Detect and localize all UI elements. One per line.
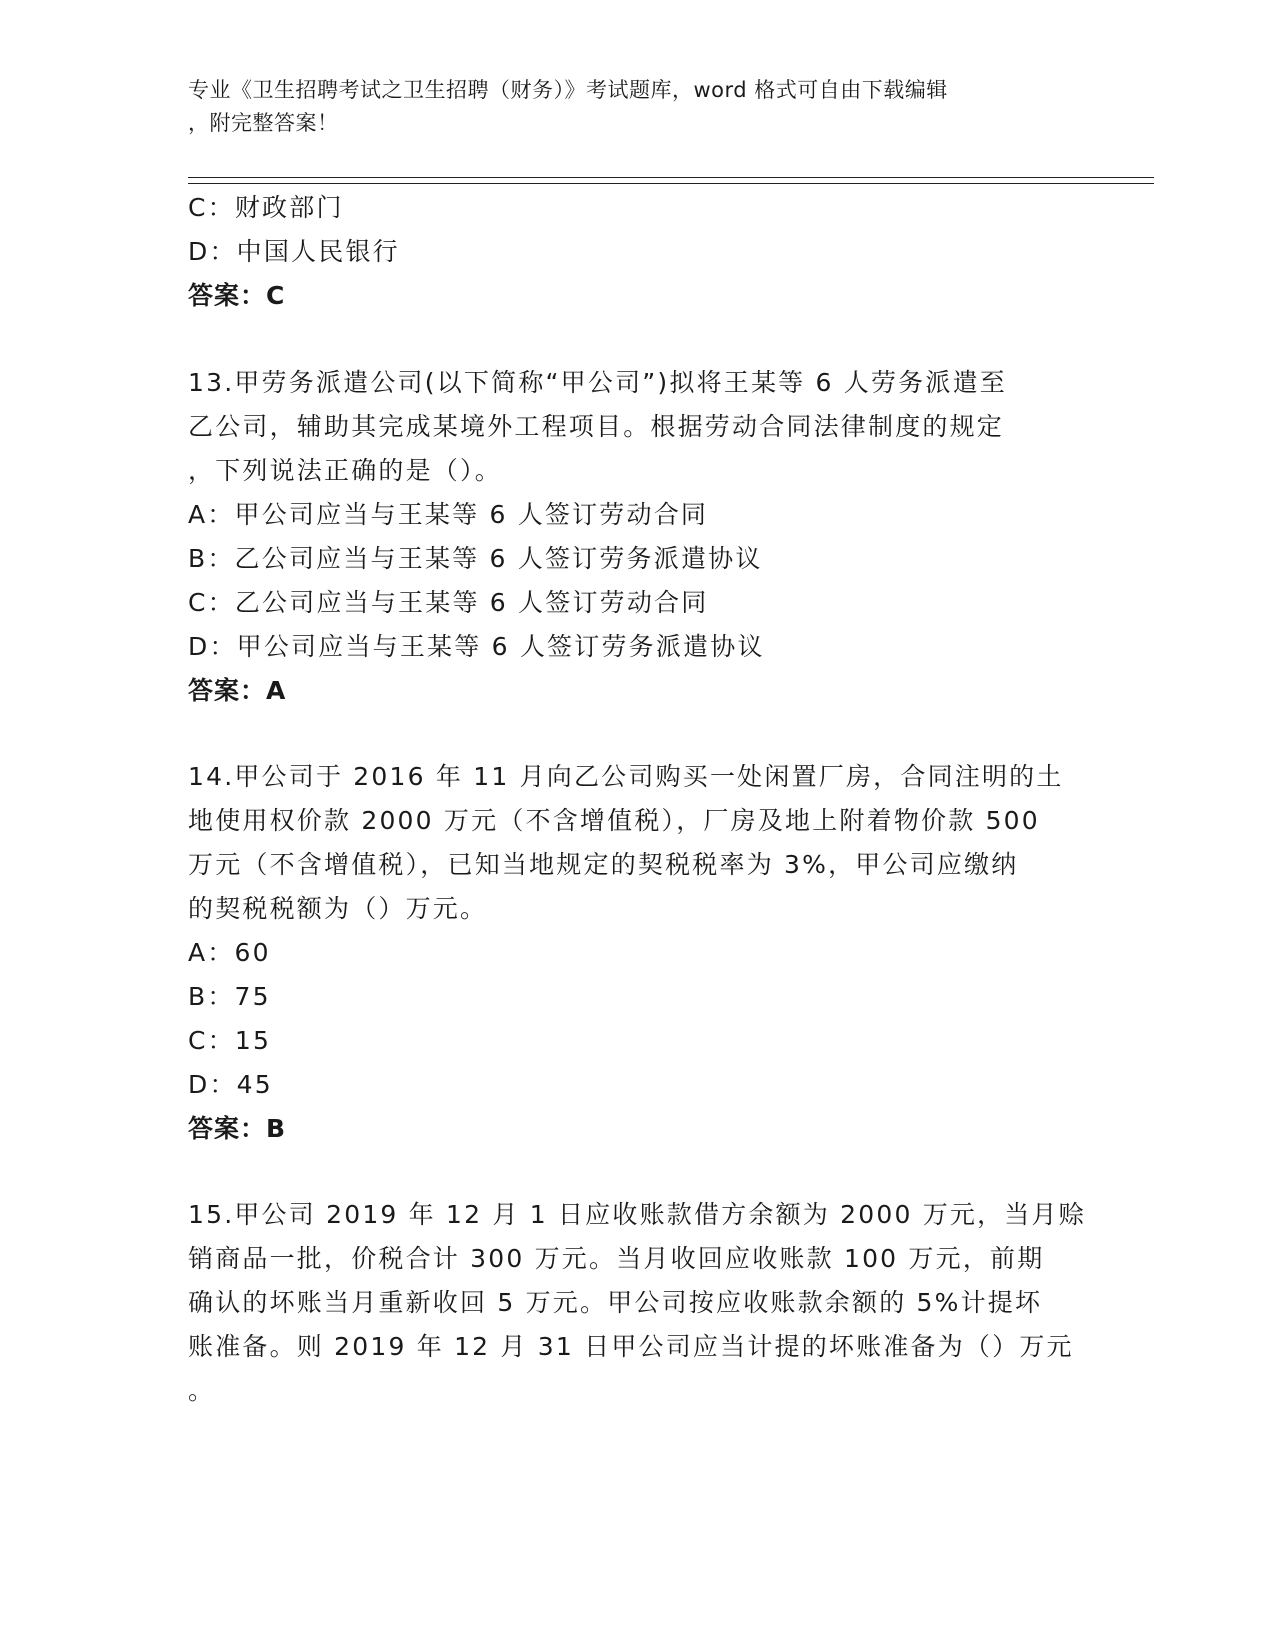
- q12-option-d: D：中国人民银行: [188, 237, 400, 266]
- q13-stem-line: 13.甲劳务派遣公司(以下简称“甲公司”)拟将王某等 6 人劳务派遣至: [188, 368, 1007, 397]
- header-divider: [188, 177, 1154, 178]
- q15-stem-line: 15.甲公司 2019 年 12 月 1 日应收账款借方余额为 2000 万元，当月赊: [188, 1200, 1086, 1229]
- q13-answer: 答案：A: [188, 676, 287, 705]
- q12-option-c: C：财政部门: [188, 193, 344, 222]
- q15-stem-line: 。: [188, 1376, 216, 1405]
- q14-stem-line: 14.甲公司于 2016 年 11 月向乙公司购买一处闲置厂房，合同注明的土: [188, 762, 1064, 791]
- q13-stem-line: 乙公司，辅助其完成某境外工程项目。根据劳动合同法律制度的规定: [188, 412, 1005, 441]
- q13-option-d: D：甲公司应当与王某等 6 人签订劳务派遣协议: [188, 632, 765, 661]
- header-divider: [188, 183, 1154, 184]
- q13-option-a: A：甲公司应当与王某等 6 人签订劳动合同: [188, 500, 709, 529]
- header-title-line1: 专业《卫生招聘考试之卫生招聘（财务）》考试题库，word 格式可自由下载编辑: [188, 78, 948, 102]
- q13-stem-line: ，下列说法正确的是（）。: [188, 456, 502, 485]
- q12-answer: 答案：C: [188, 281, 286, 310]
- q14-stem-line: 地使用权价款 2000 万元（不含增值税），厂房及地上附着物价款 500: [188, 806, 1040, 835]
- q14-stem-line: 万元（不含增值税），已知当地规定的契税税率为 3%，甲公司应缴纳: [188, 850, 1019, 879]
- q14-option-c: C：15: [188, 1026, 272, 1055]
- q14-option-d: D：45: [188, 1070, 273, 1099]
- document-header: [188, 74, 1088, 140]
- q13-option-c: C：乙公司应当与王某等 6 人签订劳动合同: [188, 588, 709, 617]
- q13-option-b: B：乙公司应当与王某等 6 人签订劳务派遣协议: [188, 544, 763, 573]
- q14-stem-line: 的契税税额为（）万元。: [188, 894, 488, 923]
- q15-stem-line: 确认的坏账当月重新收回 5 万元。甲公司按应收账款余额的 5%计提坏: [188, 1288, 1043, 1317]
- q14-option-a: A：60: [188, 938, 271, 967]
- q15-stem-line: 销商品一批，价税合计 300 万元。当月收回应收账款 100 万元，前期: [188, 1244, 1045, 1273]
- q14-option-b: B：75: [188, 982, 271, 1011]
- header-title-line2: ，附完整答案！: [188, 111, 339, 135]
- q15-stem-line: 账准备。则 2019 年 12 月 31 日甲公司应当计提的坏账准备为（）万元: [188, 1332, 1074, 1361]
- q14-answer: 答案：B: [188, 1114, 287, 1143]
